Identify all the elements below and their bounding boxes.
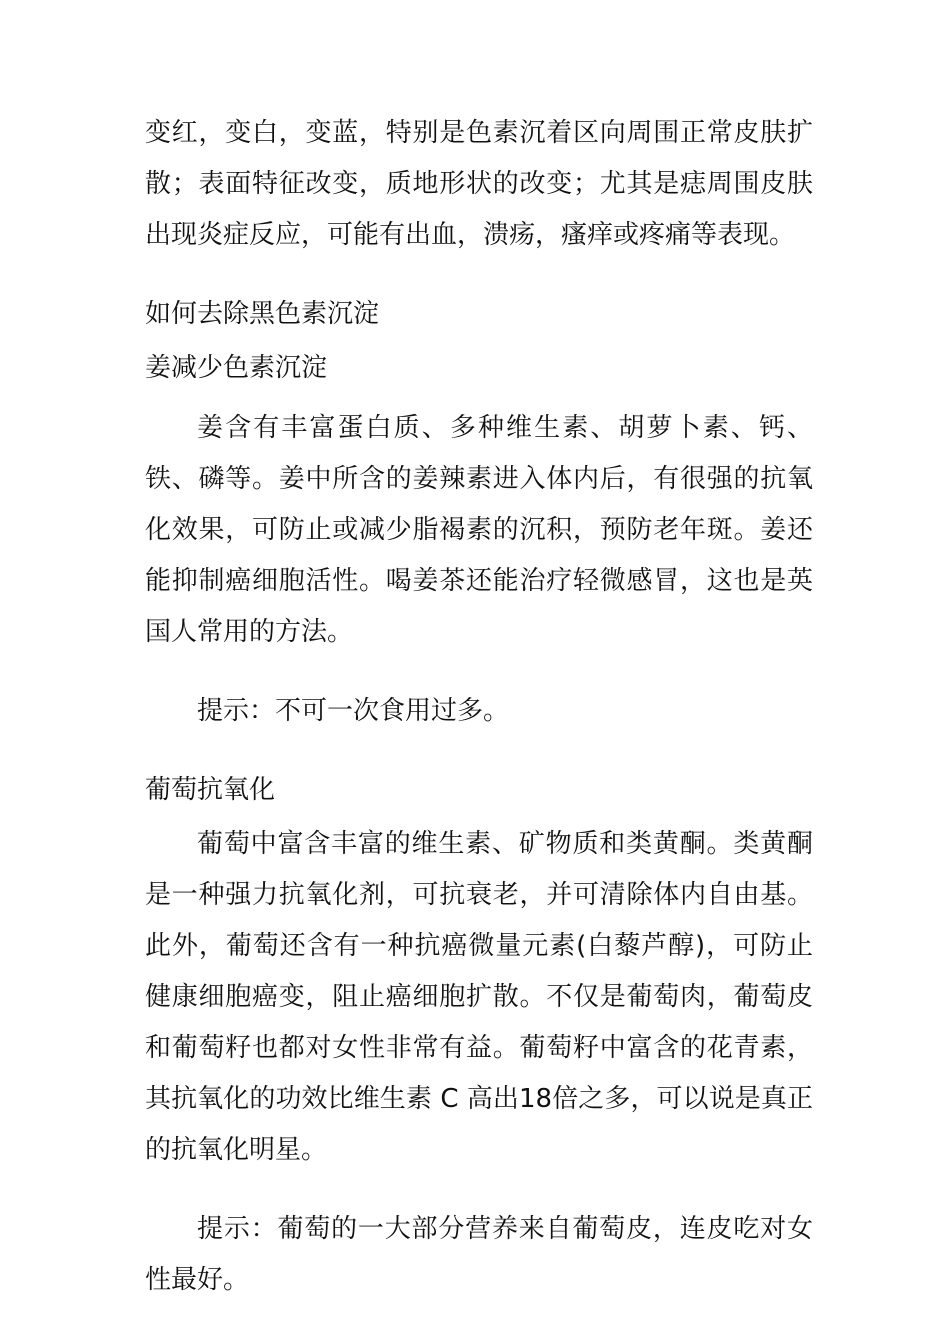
grape-paragraph: 葡萄中富含丰富的维生素、矿物质和类黄酮。类黄酮是一种强力抗氧化剂，可抗衰老，并可清除体内自由基。此外，葡萄还含有一种抗癌微量元素(白藜芦醇)，可防止健康细胞癌变，阻止癌细胞扩散。不仅是葡萄肉，葡萄皮和葡萄籽也都对女性非常有益。葡萄籽中富含的花青素，其抗氧化的功效比维生素 C 高出18倍之多，可以说是真正的抗氧化明星。 <box>145 829 813 1165</box>
ginger-heading: 姜减少色素沉淀 <box>145 353 328 383</box>
document-page <box>145 108 813 1306</box>
ginger-tip: 提示：不可一次食用过多。 <box>197 696 510 726</box>
grape-tip: 提示：葡萄的一大部分营养来自葡萄皮，连皮吃对女性最好。 <box>145 1214 813 1295</box>
grape-heading: 葡萄抗氧化 <box>145 775 276 805</box>
section-title: 如何去除黑色素沉淀 <box>145 299 380 329</box>
intro-paragraph: 变红，变白，变蓝，特别是色素沉着区向周围正常皮肤扩散；表面特征改变，质地形状的改变；尤其是痣周围皮肤出现炎症反应，可能有出血，溃疡，瘙痒或疼痛等表现。 <box>145 118 813 250</box>
ginger-paragraph: 姜含有丰富蛋白质、多种维生素、胡萝卜素、钙、铁、磷等。姜中所含的姜辣素进入体内后，有很强的抗氧化效果，可防止或减少脂褐素的沉积，预防老年斑。姜还能抑制癌细胞活性。喝姜茶还能治疗轻微感冒，这也是英国人常用的方法。 <box>145 413 813 647</box>
